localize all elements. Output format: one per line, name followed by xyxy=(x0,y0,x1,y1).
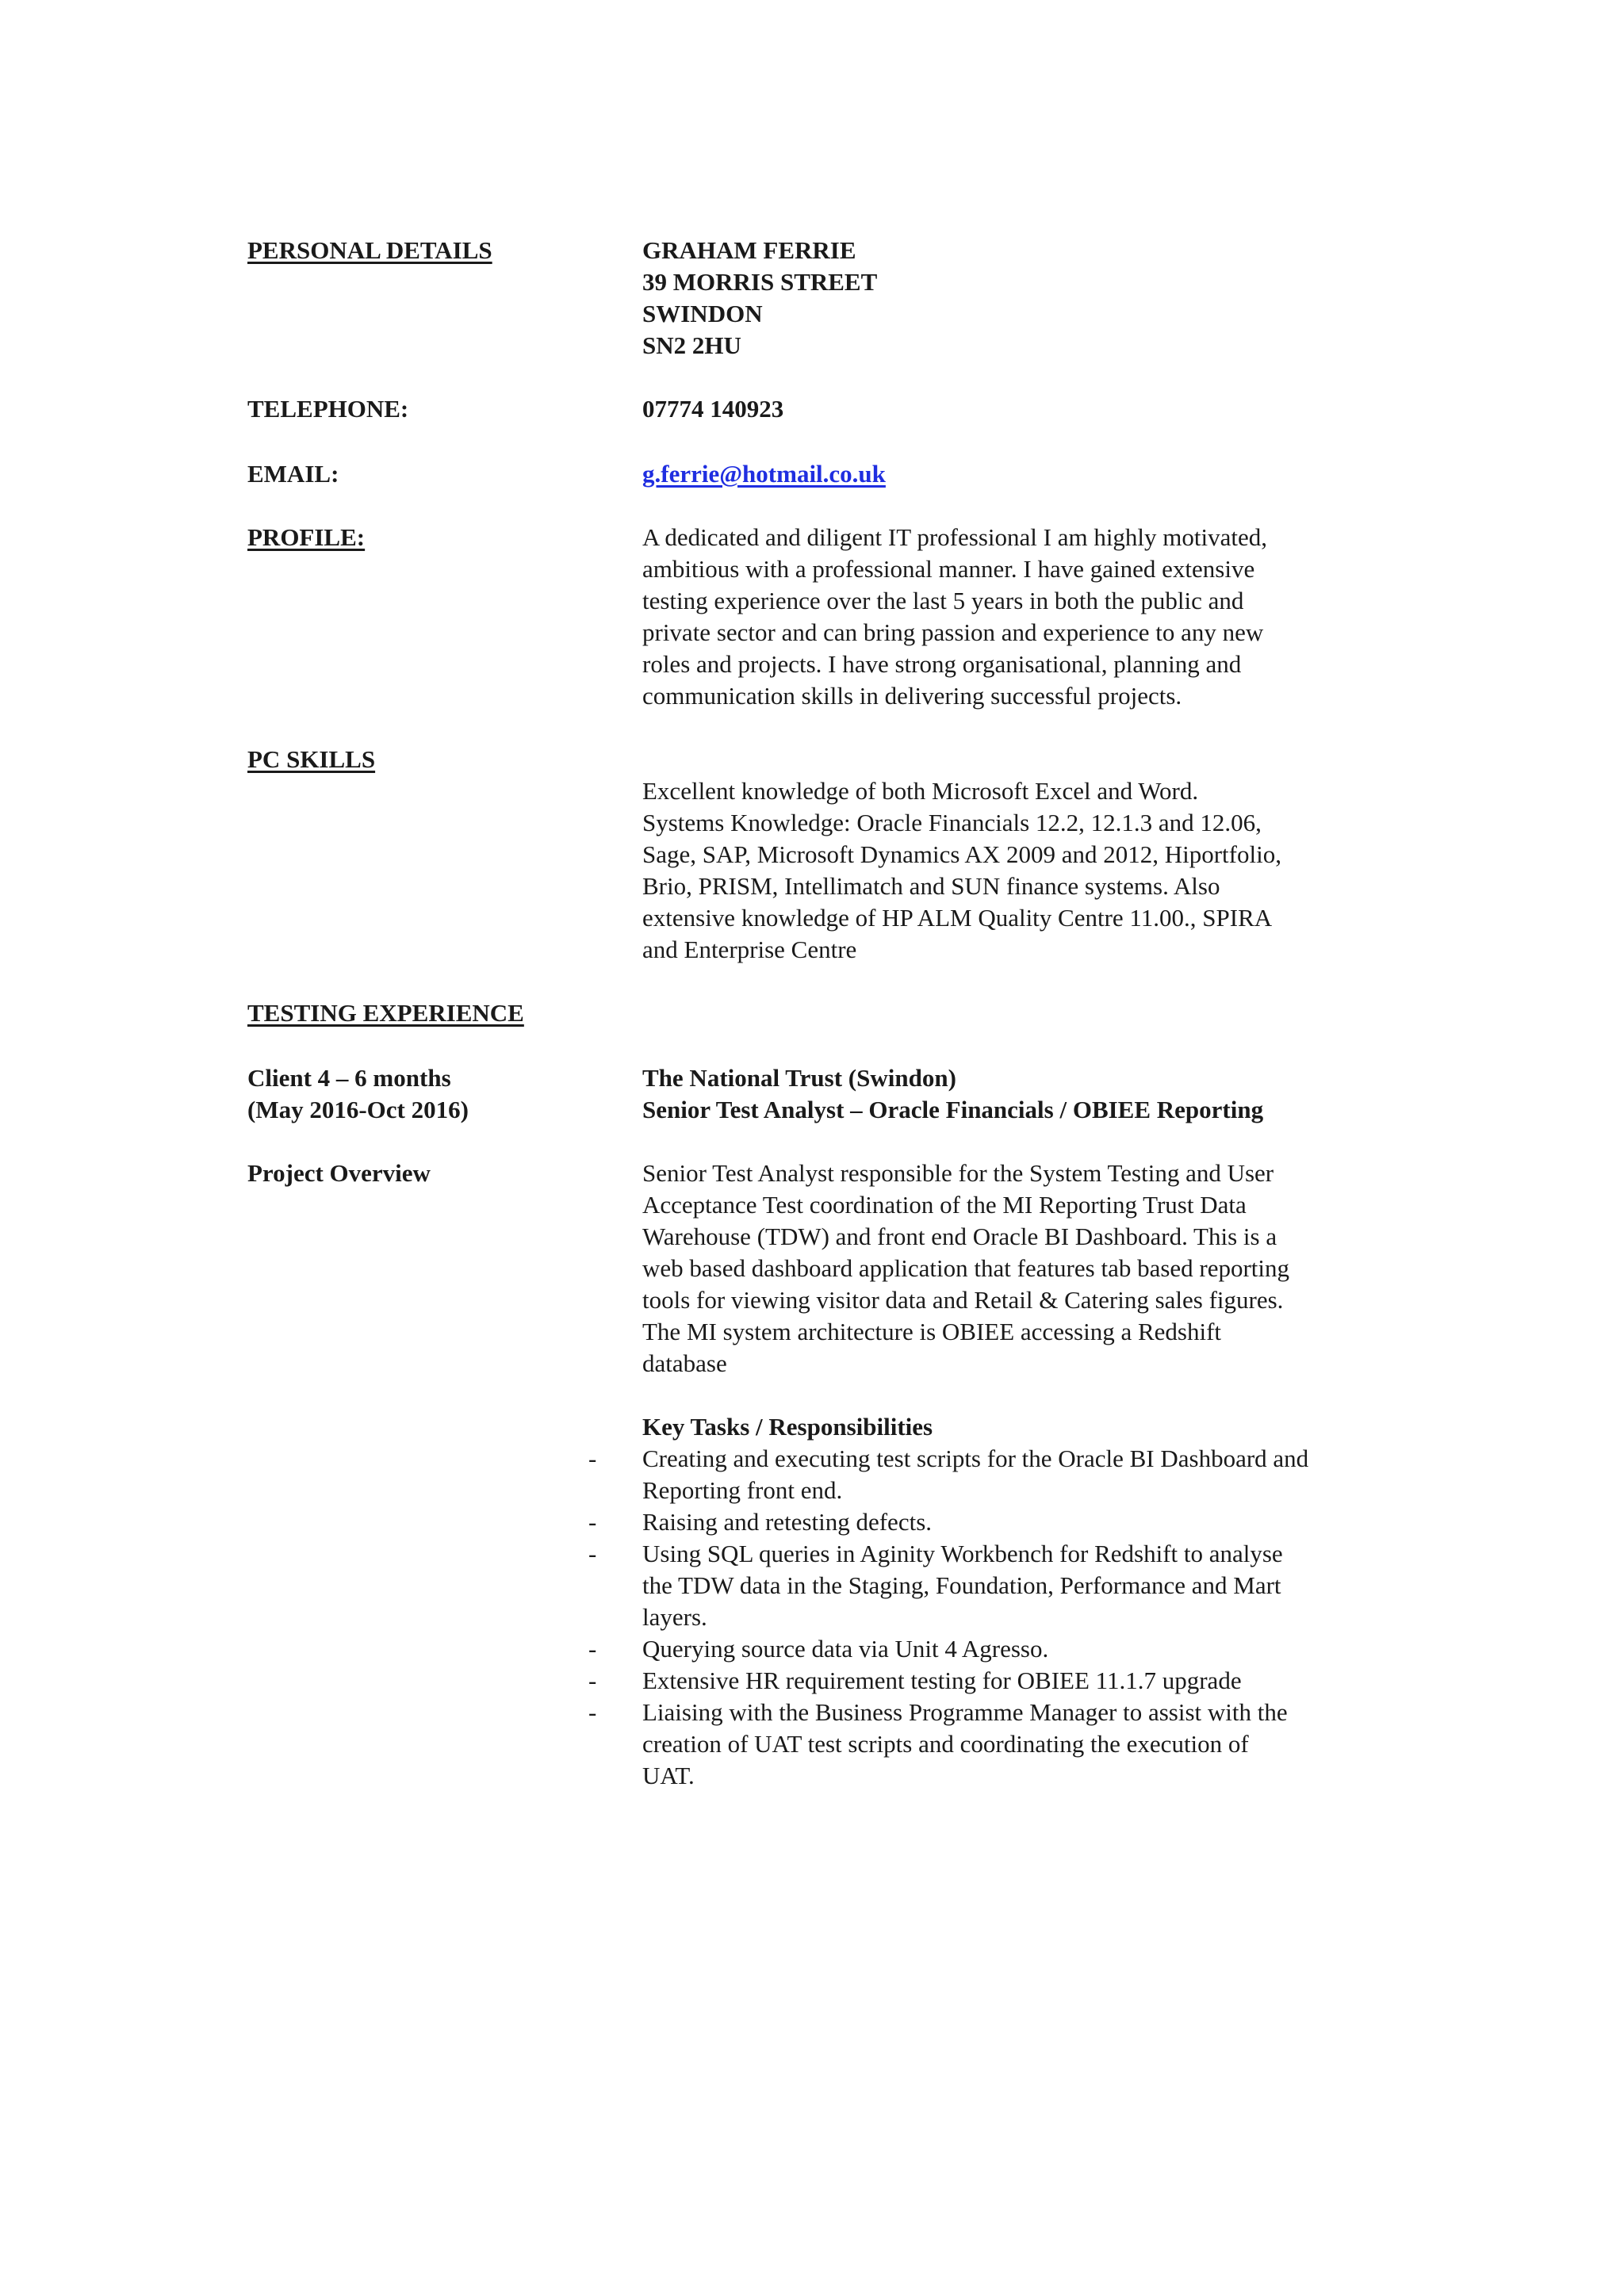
testing-experience-heading: TESTING EXPERIENCE xyxy=(247,999,524,1027)
bullet-dash: - xyxy=(588,1540,597,1567)
bullet-dash: - xyxy=(588,1445,597,1472)
pc-skills-line: extensive knowledge of HP ALM Quality Centre 11.00., SPIRA xyxy=(642,904,1273,932)
telephone-value: 07774 140923 xyxy=(642,395,784,423)
client-duration: Client 4 – 6 months xyxy=(247,1064,451,1092)
key-tasks-heading: Key Tasks / Responsibilities xyxy=(642,1413,933,1441)
task-line: Extensive HR requirement testing for OBIEE 11.1.7 upgrade xyxy=(642,1667,1242,1694)
client-dates: (May 2016-Oct 2016) xyxy=(247,1096,469,1123)
task-line: layers. xyxy=(642,1603,707,1631)
task-item xyxy=(588,1506,1397,1538)
task-line: creation of UAT test scripts and coordinating the execution of xyxy=(642,1730,1249,1758)
bullet-dash: - xyxy=(588,1698,597,1726)
task-line: Raising and retesting defects. xyxy=(642,1508,933,1536)
employer-name: The National Trust (Swindon) xyxy=(642,1064,956,1092)
task-line: Reporting front end. xyxy=(642,1476,843,1504)
pc-skills-line: Sage, SAP, Microsoft Dynamics AX 2009 and 2012, Hiportfolio, xyxy=(642,840,1281,868)
overview-line: web based dashboard application that features tab based reporting xyxy=(642,1254,1290,1282)
pc-skills-text xyxy=(642,775,1396,966)
address-postcode: SN2 2HU xyxy=(642,331,741,359)
pc-skills-line: and Enterprise Centre xyxy=(642,936,857,963)
task-line: Querying source data via Unit 4 Agresso. xyxy=(642,1635,1049,1663)
overview-line: Senior Test Analyst responsible for the System Testing and User xyxy=(642,1159,1274,1187)
telephone-label: TELEPHONE: xyxy=(247,395,409,423)
pc-skills-line: Excellent knowledge of both Microsoft Excel and Word. xyxy=(642,777,1199,805)
task-line: UAT. xyxy=(642,1762,695,1789)
candidate-name: GRAHAM FERRIE xyxy=(642,236,856,264)
project-overview-label: Project Overview xyxy=(247,1159,431,1187)
overview-line: database xyxy=(642,1349,727,1377)
task-item xyxy=(588,1697,1397,1792)
task-line: the TDW data in the Staging, Foundation, Performance and Mart xyxy=(642,1571,1281,1599)
profile-line: private sector and can bring passion and experience to any new xyxy=(642,618,1264,646)
overview-line: Warehouse (TDW) and front end Oracle BI Dashboard. This is a xyxy=(642,1223,1277,1250)
task-item xyxy=(588,1443,1397,1506)
key-tasks-list xyxy=(588,1443,1397,1792)
task-line: Creating and executing test scripts for the Oracle BI Dashboard and xyxy=(642,1445,1309,1472)
profile-line: A dedicated and diligent IT professional I am highly motivated, xyxy=(642,523,1268,551)
profile-heading: PROFILE: xyxy=(247,523,366,551)
pc-skills-line: Brio, PRISM, Intellimatch and SUN finance systems. Also xyxy=(642,872,1220,900)
bullet-dash: - xyxy=(588,1508,597,1536)
profile-line: roles and projects. I have strong organisational, planning and xyxy=(642,650,1242,678)
profile-line: communication skills in delivering successful projects. xyxy=(642,682,1182,710)
profile-line: ambitious with a professional manner. I have gained extensive xyxy=(642,555,1255,583)
task-item xyxy=(588,1665,1397,1697)
task-item xyxy=(588,1633,1397,1665)
email-label: EMAIL: xyxy=(247,460,339,488)
task-line: Liaising with the Business Programme Manager to assist with the xyxy=(642,1698,1288,1726)
pc-skills-heading: PC SKILLS xyxy=(247,745,376,773)
pc-skills-line: Systems Knowledge: Oracle Financials 12.2, 12.1.3 and 12.06, xyxy=(642,809,1262,836)
task-item xyxy=(588,1538,1397,1633)
job-role: Senior Test Analyst – Oracle Financials / OBIEE Reporting xyxy=(642,1096,1264,1123)
bullet-dash: - xyxy=(588,1635,597,1663)
overview-line: Acceptance Test coordination of the MI Reporting Trust Data xyxy=(642,1191,1247,1219)
profile-text xyxy=(642,522,1396,712)
project-overview-text xyxy=(642,1158,1396,1380)
task-line: Using SQL queries in Aginity Workbench for Redshift to analyse xyxy=(642,1540,1283,1567)
bullet-dash: - xyxy=(588,1667,597,1694)
address-street: 39 MORRIS STREET xyxy=(642,268,878,296)
profile-line: testing experience over the last 5 years in both the public and xyxy=(642,587,1244,614)
overview-line: The MI system architecture is OBIEE accessing a Redshift xyxy=(642,1318,1221,1345)
email-link[interactable]: g.ferrie@hotmail.co.uk xyxy=(642,460,886,488)
overview-line: tools for viewing visitor data and Retail & Catering sales figures. xyxy=(642,1286,1284,1314)
personal-details-heading: PERSONAL DETAILS xyxy=(247,236,492,264)
address-town: SWINDON xyxy=(642,300,763,327)
